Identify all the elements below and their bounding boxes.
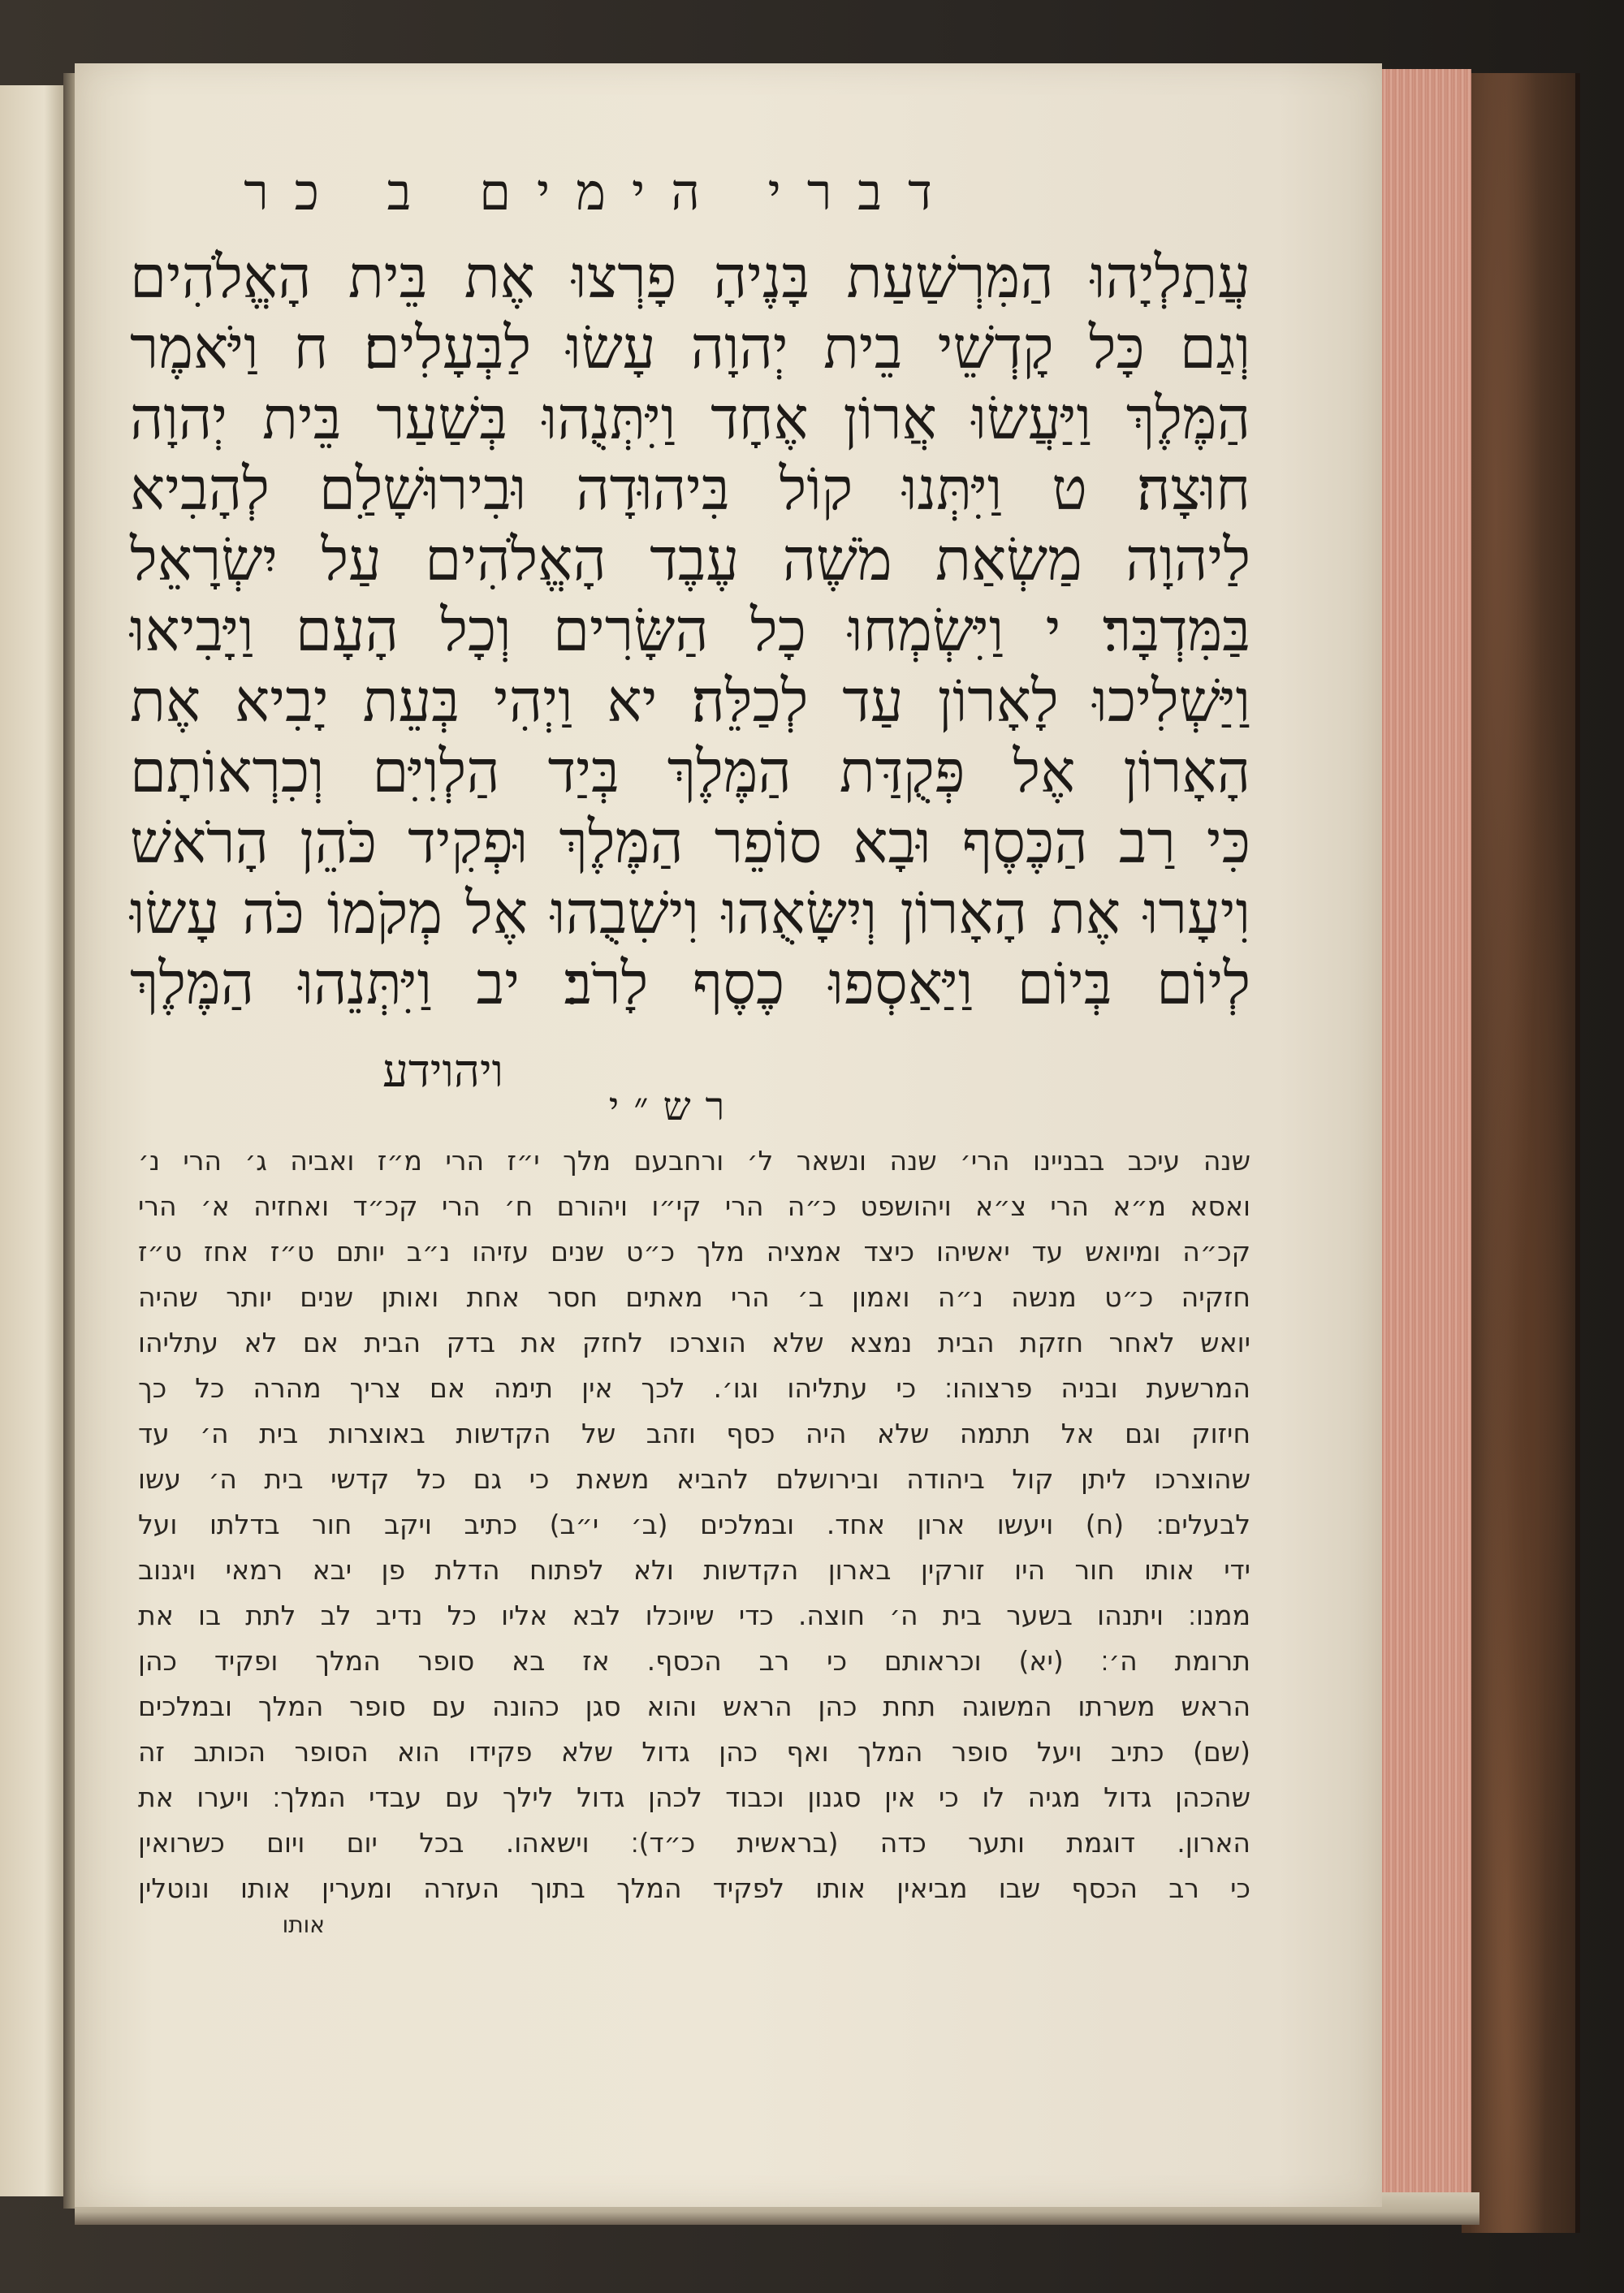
rashi-line: שהוצרכו ליתן קול ביהודה ובירושלם להביא משאת כי גם כל קדשי בית ה׳ עשו <box>138 1463 1250 1495</box>
rashi-heading: רש״י <box>608 1084 740 1129</box>
rashi-line: (שם) כתיב ויעל סופר המלך ואף כהן גדול שלא פקידו הוא הסופר הכותב זה <box>138 1736 1250 1768</box>
page-fore-edge <box>1372 69 1471 2213</box>
verse-line: עֲתַלְיָהוּ הַמִּרְשַׁעַת בָּנֶיהָ פָרְצוּ אֶת בֵּית הָאֱלֹהִים <box>130 243 1250 311</box>
rashi-line: ידי אותו חור היו זורקין בארון הקדשות ולא לפתוח הדלת פן יבא רמאי ויגנוב <box>138 1554 1250 1586</box>
rashi-line: לבעלים׃ (ח) ויעשו ארון אחד. ובמלכים (ב׳ י״ב) כתיב ויקב חור בדלתו ועל <box>138 1509 1250 1540</box>
verse-line: בַּמִּדְבָּר׃ י וַיִּשְׂמְחוּ כָל הַשָּׂרִים וְכָל הָעָם וַיָּבִיאוּ <box>130 596 1250 664</box>
rashi-line: קכ״ה ומיואש עד יאשיהו כיצד אמציה מלך כ״ט שנים עזיהו נ״ב יותם ט״ז אחז ט״ז <box>138 1236 1250 1267</box>
rashi-line: חזקיה כ״ט מנשה נ״ה ואמון ב׳ הרי מאתים חסר אחת ואותן שנים יותר שהיה <box>138 1281 1250 1313</box>
rashi-line: ואסא מ״א הרי צ״א ויהושפט כ״ה הרי קי״ו ויהורם ח׳ הרי קכ״ד ואחזיה א׳ הרי <box>138 1190 1250 1222</box>
verse-line: וְגַם כָּל קָדְשֵׁי בֵית יְהוָה עָשׂוּ לַבְּעָלִים׃ ח וַיֹּאמֶר <box>130 313 1250 382</box>
verse-line: לְיוֹם בְּיוֹם וַיַּאַסְפוּ כֶסֶף לָרֹב׃ יב וַיִּתְּנֵהוּ הַמֶּלֶךְ <box>130 949 1250 1017</box>
facing-page-edge <box>0 85 66 2196</box>
rashi-line: הארון. דוגמת ותער כדה (בראשית כ״ד)׃ וישאהו. בכל יום ויום כשרואין <box>138 1827 1250 1859</box>
rashi-line: תרומת ה׳׃ (יא) וכראותם כי רב הכסף. אז בא סופר המלך ופקיד כהן <box>138 1645 1250 1677</box>
verse-line: חוּצָה׃ ט וַיִּתְּנוּ קוֹל בִּיהוּדָה וּבִירוּשָׁלִַם לְהָבִיא <box>130 455 1250 523</box>
verse-line: הַמֶּלֶךְ וַיַּעֲשׂוּ אֲרוֹן אֶחָד וַיִּתְּנֻהוּ בְּשַׁעַר בֵּית יְהוָה <box>130 384 1250 452</box>
verse-line: וַיַּשְׁלִיכוּ לָאָרוֹן עַד לְכַלֵּה׃ יא וַיְהִי בְּעֵת יָבִיא אֶת <box>130 667 1250 735</box>
rashi-line: כי רב הכסף שבו מביאין אותו לפקיד המלך בתוך העזרה ומערין אותו ונוטלין <box>138 1872 1250 1904</box>
rashi-line: שנה עיכב בבניינו הרי׳ שנה ונשאר ל׳ ורחבעם מלך י״ז הרי מ״ז ואביה ג׳ הרי נ׳ <box>138 1145 1250 1177</box>
verse-line: וִיעָרוּ אֶת הָאָרוֹן וְיִשָּׂאֻהוּ וִישִׁבֻהוּ אֶל מְקֹמוֹ כֹּה עָשׂוּ <box>130 879 1250 947</box>
rashi-line: ממנו׃ ויתנהו בשער בית ה׳ חוצה. כדי שיוכלו לבא אליו כל נדיב לב לתת בו את <box>138 1600 1250 1631</box>
verse-line: כִּי רַב הַכֶּסֶף וּבָא סוֹפֵר הַמֶּלֶךְ וּפְקִיד כֹּהֵן הָרֹאשׁ <box>130 808 1250 876</box>
running-head: דברי הימים ב כר <box>244 162 958 222</box>
rashi-catchword: אותו <box>282 1911 325 1938</box>
rashi-line: יואש לאחר חזקת הבית נמצא שלא הוצרכו לחזק את בדק הבית אם לא עתליהו <box>138 1327 1250 1358</box>
rashi-line: חיזוק וגם אל תתמה שלא היה כסף וזהב של הקדשות באוצרות בית ה׳ עד <box>138 1418 1250 1449</box>
verse-line: לַיהוָה מַשְׂאַת מֹשֶׁה עֶבֶד הָאֱלֹהִים עַל יִשְׂרָאֵל <box>130 525 1250 594</box>
leather-cover-edge <box>1462 73 1580 2233</box>
rashi-line: שהכהן גדול מגיה לו כי אין סגנון וכבוד לכהן גדול לילך עם עבדי המלך׃ ויערו את <box>138 1781 1250 1813</box>
rashi-line: המרשעת ובניה פרצוהו׃ כי עתליהו וגו׳. לכך אין תימה אם צריך מהרה כל כך <box>138 1372 1250 1404</box>
verse-line: הָאָרוֹן אֶל פְּקֻדַּת הַמֶּלֶךְ בְּיַד הַלְוִיִּם וְכִרְאוֹתָם <box>130 737 1250 805</box>
rashi-line: הראש משרתו המשוגה תחת כהן הראש והוא סגן כהונה עם סופר המלך ובמלכים <box>138 1691 1250 1722</box>
catchword: ויהוידע <box>382 1045 503 1098</box>
